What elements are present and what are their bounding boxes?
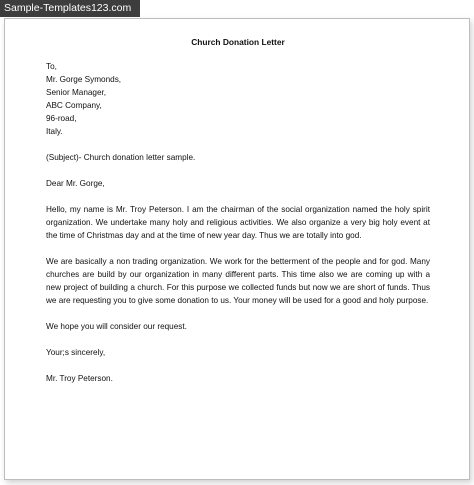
letter-closing: Your;s sincerely, [46,348,106,357]
body-paragraph: We hope you will consider our request. [46,322,187,331]
body-paragraph: Hello, my name is Mr. Troy Peterson. I am the chairman of the social organization named the holy spirit organization. We undertake many holy and religious activities. We also organize a very big holy event at the time of Christmas day and at the time of new year day. Thus we are totally into god. [46,205,430,240]
body-paragraph: We are basically a non trading organization. We work for the betterment of the people and for god. Many churches are build by our organization in many different parts. This time also we are coming up with a new project of building a church. For this purpose we collected funds but now we are short of funds. Thus we are requesting you to give some donation to us. Your money will be used for a good and holy purpose. [46,257,430,305]
recipient-line: To, [46,62,57,71]
letter-signature: Mr. Troy Peterson. [46,374,113,383]
recipient-line: Mr. Gorge Symonds, [46,75,122,84]
letter-subject: (Subject)- Church donation letter sample. [46,153,196,162]
recipient-line: Senior Manager, [46,88,107,97]
recipient-line: 96-road, [46,114,77,123]
recipient-line: Italy. [46,127,63,136]
site-watermark: Sample-Templates123.com [0,0,140,17]
recipient-line: ABC Company, [46,101,102,110]
letter-body [46,36,430,385]
letter-salutation: Dear Mr. Gorge, [46,179,105,188]
letter-page [4,18,470,480]
recipient-address [46,60,430,138]
letter-title: Church Donation Letter [191,37,285,47]
